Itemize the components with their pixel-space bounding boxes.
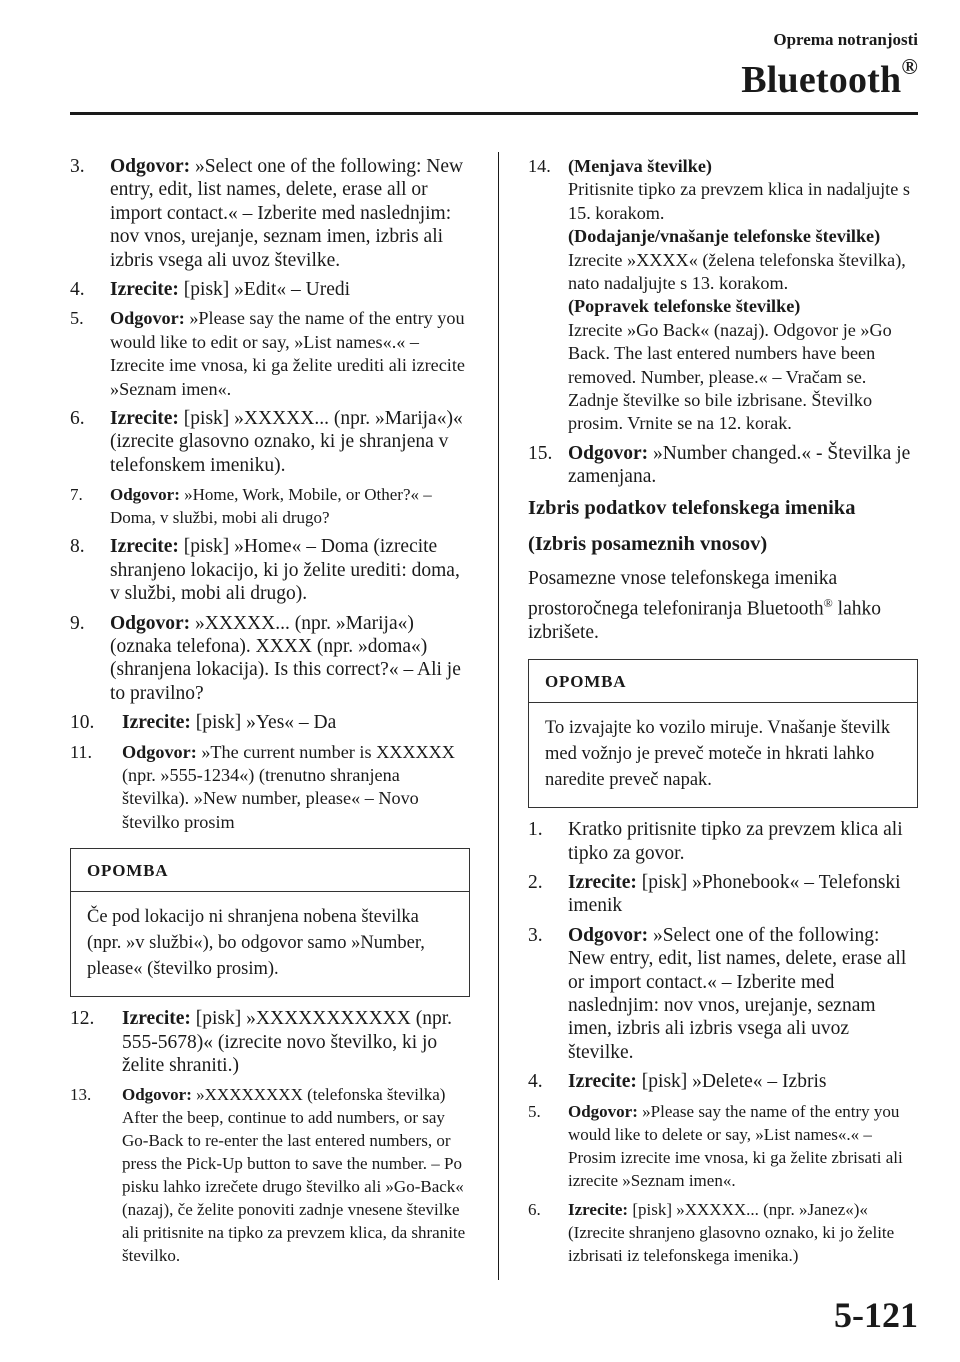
- step-body: [122, 711, 470, 734]
- steps-list-bottom: [70, 1007, 470, 1267]
- step-number: 14.: [528, 156, 551, 176]
- header-title-text: Bluetooth: [741, 59, 902, 101]
- step-label: Izrecite:: [568, 872, 637, 893]
- step-text: [pisk] »XXXXX... (npr. »Marija«)« (izrecite glasovno oznako, ki je shranjena v telefonskem imeniku).: [110, 408, 463, 476]
- step-number: 2.: [528, 872, 543, 893]
- step-number: 6.: [70, 408, 85, 430]
- option-text: Izrecite »Go Back« (nazaj). Odgovor je »Go Back. The last entered numbers have been removed. Number, please.« – Vračam se. Zadnje številke so bile izbrisane. Številko prosim. Vrnite se na 12. korak.: [568, 319, 892, 434]
- step-number: 4.: [70, 279, 85, 301]
- step-item: [70, 612, 470, 706]
- option-label: (Menjava številke): [568, 156, 712, 176]
- step-label: Izrecite:: [568, 1071, 637, 1093]
- section-heading: Izbris podatkov telefonskega imenika: [528, 496, 856, 519]
- step-label: Izrecite:: [568, 1199, 629, 1219]
- step-item: [70, 535, 470, 605]
- steps-list-top: [70, 155, 470, 834]
- step-label: Odgovor:: [110, 156, 191, 177]
- note-title: OPOMBA: [71, 849, 469, 892]
- step-item: [70, 307, 470, 401]
- step-label: Izrecite:: [110, 279, 179, 301]
- step-text: »XXXXX... (npr. »Marija«) (oznaka telefona). XXXX (npr. »doma«) (shranjena lokacija). Is this correct?« – Ali je to pravilno?: [110, 612, 461, 704]
- note-box-right: [528, 659, 918, 808]
- step-item: [70, 278, 470, 301]
- step-text: »Number changed.« - Številka je zamenjana.: [568, 442, 911, 488]
- page-number: 5-121: [834, 1295, 918, 1335]
- step-body: [568, 871, 918, 918]
- step-number: 6.: [528, 1199, 541, 1219]
- step-text: [pisk] »Yes« – Da: [190, 712, 337, 734]
- step-number: 1.: [528, 819, 543, 841]
- step-item: [528, 1100, 918, 1192]
- step-body: [110, 307, 470, 401]
- step-item: [528, 924, 918, 1064]
- step-number: 10.: [70, 712, 95, 734]
- step-text: »The current number is XXXXXX (npr. »555-1234«) (trenutno shranjena številka). »New number, please« – Novo številko prosim: [122, 741, 455, 832]
- step-item: [70, 741, 470, 835]
- step-number: 11.: [70, 741, 93, 762]
- step-text: »Select one of the following: New entry, edit, list names, delete, erase all or import contact.« – Izberite med naslednjim: nov vnos, urejanje, seznam imen, izbris ali izbris vsega ali uvoz številke.: [110, 156, 464, 271]
- step-body: [122, 741, 470, 835]
- step-number: 12.: [70, 1008, 95, 1030]
- intro-text-pre: Posamezne vnose telefonskega imenika prostoročnega telefoniranja Bluetooth: [528, 567, 838, 620]
- step-text: [pisk] »Phonebook« – Telefonski imenik: [568, 872, 901, 917]
- step-item: [70, 483, 470, 529]
- note-text: Če pod lokacijo ni shranjena nobena številka (npr. »v službi«), bo odgovor samo »Number, please« (številko prosim).: [87, 907, 425, 980]
- note-text: To izvajajte ko vozilo miruje. Vnašanje številk med vožnjo je preveč moteče in hkrati lahko naredite preveč napak.: [545, 718, 891, 791]
- option-text: Pritisnite tipko za prevzem klica in nadaljujte s 15. korakom.: [568, 179, 910, 223]
- step-text: »Please say the name of the entry you would like to edit or say, »List names«.« – Izrecite ime vnosa, ki ga želite urediti ali izrecite »Seznam imen«.: [110, 308, 465, 399]
- step-text: [pisk] »Edit« – Uredi: [178, 279, 351, 301]
- step-item: [528, 1070, 918, 1093]
- step-number: 5.: [528, 1101, 541, 1121]
- step-label: Izrecite:: [110, 536, 179, 558]
- step-number: 3.: [70, 156, 85, 177]
- option-label: (Dodajanje/vnašanje telefonske številke): [568, 226, 881, 247]
- header-reg-mark: ®: [901, 54, 918, 80]
- step-text: [pisk] »Delete« – Izbris: [636, 1071, 827, 1093]
- step-body: [568, 924, 918, 1064]
- step-item: [70, 155, 470, 272]
- column-divider: [498, 152, 499, 1280]
- step-body: [110, 155, 470, 272]
- step-item: [528, 442, 918, 489]
- step-body: [110, 612, 470, 706]
- step-text: [pisk] »XXXXX... (npr. »Janez«)« (Izrecite shranjeno glasovno oznako, ki jo želite izbrisati iz telefonskega imenika.): [568, 1199, 895, 1265]
- step-text: »Select one of the following: New entry, edit, list names, delete, erase all or import contact.« – Izberite med naslednjim: nov vnos, urejanje, seznam imen, izbris ali izbris vsega ali uvoz številke.: [568, 924, 907, 1063]
- step-body: [568, 1070, 918, 1093]
- step-label: Odgovor:: [122, 1085, 192, 1105]
- page-header-section: Oprema notranjosti: [773, 30, 918, 49]
- option-text: Izrecite »XXXX« (želena telefonska številka), nato nadaljujte s 13. korakom.: [568, 249, 906, 294]
- page-header-title: [741, 54, 918, 102]
- step-body: [568, 442, 918, 489]
- steps-list-delete: [528, 818, 918, 1266]
- step-item: [528, 155, 918, 436]
- step-item: [528, 1198, 918, 1267]
- step-text: »Please say the name of the entry you would like to delete or say, »List names«.« – Prosim izrecite ime vnosa, ki ga želite zbrisati ali izrecite »Seznam imen«.: [568, 1101, 903, 1190]
- section-subheading: (Izbris posameznih vnosov): [528, 532, 768, 555]
- left-column: [70, 155, 470, 1273]
- step-item: [70, 711, 470, 734]
- step-item: [70, 1007, 470, 1077]
- step-item: [528, 818, 918, 865]
- step-body: [122, 1083, 470, 1267]
- header-rule: [70, 112, 918, 115]
- step-body: [568, 818, 918, 865]
- steps-list-options: [528, 155, 918, 489]
- step-body: [122, 1007, 470, 1077]
- step-body: [110, 483, 470, 529]
- intro-reg-mark: ®: [823, 595, 833, 610]
- step-body: [110, 407, 470, 477]
- step-number: 9.: [70, 612, 85, 634]
- step-label: Odgovor:: [110, 485, 180, 505]
- step-text: [pisk] »XXXXXXXXXXX (npr. 555-5678)« (izrecite novo številko, ki jo želite shraniti.): [122, 1008, 452, 1076]
- step-number: 8.: [70, 536, 85, 558]
- step-label: Odgovor:: [568, 1101, 638, 1121]
- step-body: [568, 1198, 918, 1267]
- step-label: Izrecite:: [122, 712, 191, 734]
- step-label: Odgovor:: [122, 741, 197, 762]
- step-number: 3.: [528, 924, 543, 946]
- step-body: [568, 1100, 918, 1192]
- step-label: Izrecite:: [110, 408, 179, 430]
- step-number: 4.: [528, 1071, 543, 1093]
- step-text: Kratko pritisnite tipko za prevzem klica ali tipko za govor.: [568, 819, 903, 864]
- intro-paragraph: [528, 567, 918, 646]
- step-number: 15.: [528, 442, 553, 464]
- step-label: Izrecite:: [122, 1008, 191, 1030]
- step-item: [70, 1083, 470, 1267]
- step-text: [pisk] »Home« – Doma (izrecite shranjeno lokacijo, ki jo želite urediti: doma, v službi, mobi ali drugo).: [110, 536, 460, 605]
- right-column: [528, 155, 918, 1273]
- step-label: Odgovor:: [568, 442, 649, 464]
- note-box-left: [70, 848, 470, 997]
- step-body: [110, 278, 470, 301]
- step-label: Odgovor:: [110, 308, 185, 329]
- step-text: »XXXXXXXX (telefonska številka) After the beep, continue to add numbers, or say Go-Back to re-enter the last entered numbers, or press the Pick-Up button to save the number. – Po pisku lahko izrečete drugo številko ali »Go-Back« (nazaj), če želite ponoviti zadnje vnesene številke ali pritisnite na tipko za prevzem klica, da shranite številko.: [122, 1085, 466, 1266]
- step-body: [568, 155, 918, 436]
- step-number: 5.: [70, 308, 84, 329]
- step-label: Odgovor:: [110, 612, 191, 634]
- step-number: 7.: [70, 485, 83, 505]
- step-body: [110, 535, 470, 605]
- option-label: (Popravek telefonske številke): [568, 296, 801, 317]
- note-title: OPOMBA: [529, 660, 917, 703]
- step-number: 13.: [70, 1085, 92, 1105]
- step-label: Odgovor:: [568, 924, 649, 946]
- step-item: [70, 407, 470, 477]
- step-item: [528, 871, 918, 918]
- intro-text-post: lahko izbrišete.: [528, 598, 881, 644]
- step-text: »Home, Work, Mobile, or Other?« – Doma, v službi, mobi ali drugo?: [110, 485, 432, 528]
